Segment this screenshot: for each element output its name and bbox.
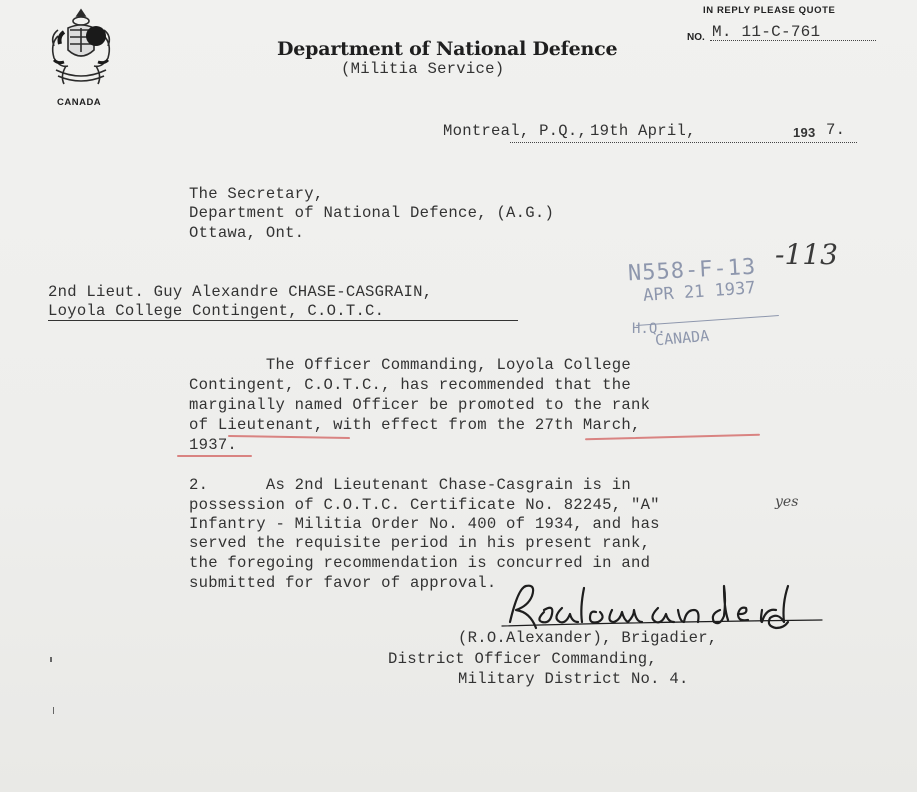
file-number: M. 11-C-761 — [712, 23, 821, 41]
para1-line-3: marginally named Officer be promoted to the rank — [189, 396, 651, 414]
addressee-line-3: Ottawa, Ont. — [189, 224, 305, 242]
reply-quote-label: IN REPLY PLEASE QUOTE — [703, 5, 836, 16]
crest-label: CANADA — [57, 97, 102, 108]
para2-line-3: Infantry - Militia Order No. 400 of 1934, and has — [189, 515, 660, 533]
stamp-office-line-2: CANADA — [654, 326, 710, 350]
margin-note: yes — [775, 494, 799, 510]
canada-coat-of-arms-icon — [44, 6, 118, 96]
date-year-suffix: 7. — [826, 121, 846, 139]
signatory-district: Military District No. 4. — [458, 670, 689, 688]
subject-line-2: Loyola College Contingent, C.O.T.C. — [48, 302, 385, 320]
signatory-title: District Officer Commanding, — [388, 650, 658, 668]
date-place: Montreal, P.Q., — [443, 122, 588, 140]
addressee-line-2: Department of National Defence, (A.G.) — [189, 204, 555, 222]
red-underline-lieutenant — [228, 435, 350, 439]
date-dots — [510, 142, 857, 143]
para1-line-5: 1937. — [189, 436, 238, 454]
date-day-month: 19th April, — [590, 122, 696, 140]
stamp-file-ref: N558-F-13 — [627, 254, 757, 287]
file-number-label: NO. — [687, 32, 705, 43]
para1-line-2: Contingent, C.O.T.C., has recommended that the — [189, 376, 631, 394]
handwritten-signature — [492, 582, 827, 632]
red-underline-date — [585, 434, 760, 441]
subject-line-1: 2nd Lieut. Guy Alexandre CHASE-CASGRAIN, — [48, 283, 433, 301]
service-subtitle: (Militia Service) — [341, 60, 505, 78]
date-year-prefix: 193 — [793, 125, 816, 140]
para2-line-6: submitted for favor of approval. — [189, 574, 497, 592]
para1-line-4: of Lieutenant, with effect from the 27th March, — [189, 416, 641, 434]
para1-line-1: The Officer Commanding, Loyola College — [189, 356, 631, 374]
stamp-date: APR 21 1937 — [642, 278, 757, 306]
stamp-handwritten-ref: -113 — [775, 238, 838, 271]
stamp-office-line-1: H.Q. — [632, 321, 666, 337]
signatory-name: (R.O.Alexander), Brigadier, — [458, 629, 718, 647]
para2-line-5: the foregoing recommendation is concurred in and — [189, 554, 651, 572]
margin-mark-1 — [50, 657, 52, 662]
para2-line-1: 2. As 2nd Lieutenant Chase-Casgrain is in — [189, 476, 631, 494]
para2-line-4: served the requisite period in his present rank, — [189, 534, 651, 552]
subject-underline — [48, 320, 518, 321]
addressee-line-1: The Secretary, — [189, 185, 324, 203]
red-underline-year — [177, 455, 252, 457]
department-title: Department of National Defence — [277, 38, 618, 60]
margin-mark-2 — [53, 707, 54, 714]
para2-line-2: possession of C.O.T.C. Certificate No. 82245, "A" — [189, 496, 660, 514]
